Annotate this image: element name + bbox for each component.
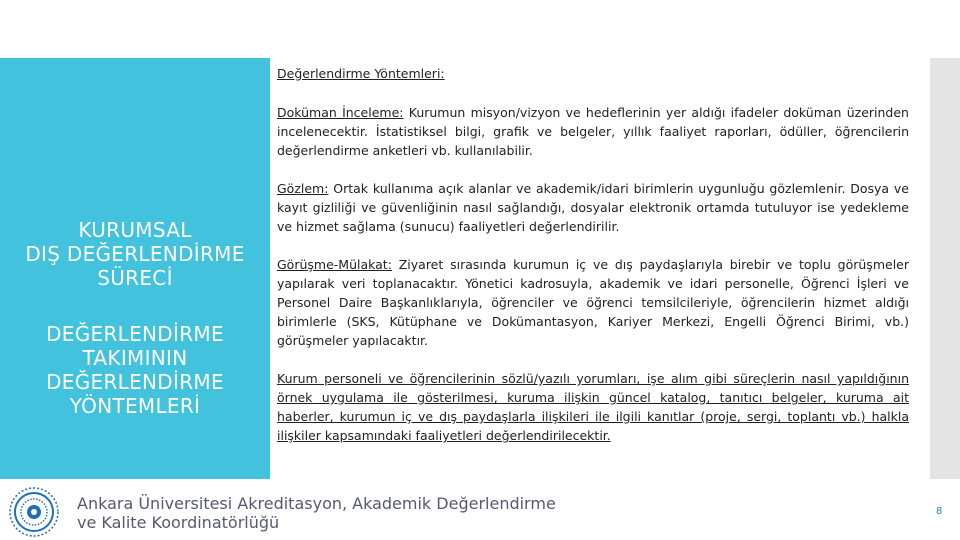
comments-paragraph xyxy=(277,369,909,445)
section-title-line: SÜRECİ xyxy=(97,266,173,290)
subsection-title xyxy=(0,322,270,418)
page-number: 8 xyxy=(936,506,943,517)
organization-name-line: Ankara Üniversitesi Akreditasyon, Akademik Değerlendirme xyxy=(77,494,556,513)
interview-label: Görüşme-Mülakat: xyxy=(277,257,392,272)
observation-label: Gözlem: xyxy=(277,181,329,196)
left-panel xyxy=(0,58,270,479)
document-review-text: Kurumun misyon/vizyon ve hedeflerinin yer aldığı ifadeler doküman üzerinden incelenecektir. İstatistiksel bilgi, grafik ve belgeler, yıllık faaliyet raporları, ödüller, öğrencilerin değerlendirme anketleri vb. kullanılabilir. xyxy=(277,105,909,158)
observation-text: Ortak kullanıma açık alanlar ve akademik/idari birimlerin uygunluğu gözlemlenir. Dosya ve kayıt gizliliği ve güvenliğinin nasıl sağlandığı, dosyalar elektronik ortamda tutuluyor ise yedekleme ve hizmet sağlama (sunucu) faaliyetleri değerlendirilir. xyxy=(277,181,909,234)
document-review-paragraph xyxy=(277,103,909,160)
slide-content xyxy=(277,64,909,445)
observation-paragraph xyxy=(277,179,909,236)
right-decorative-strip xyxy=(930,58,960,479)
subsection-title-line: DEĞERLENDİRME xyxy=(46,370,224,394)
university-seal-icon xyxy=(8,486,60,538)
organization-name xyxy=(77,494,556,532)
interview-paragraph xyxy=(277,255,909,350)
organization-name-line: ve Kalite Koordinatörlüğü xyxy=(77,513,280,532)
interview-text: Ziyaret sırasında kurumun iç ve dış paydaşlarıyla birebir ve toplu görüşmeler yapılarak veri toplanacaktır. Yönetici kadrosuyla, akademik ve idari personelle, Öğrenci İşleri ve Personel Daire Başkanlıklarıyla, öğrenciler ve öğrenci temsilcileriyle, öğrencilerin hizmet aldığı birimlerle (SKS, Kütüphane ve Dokümantasyon, Kariyer Merkezi, Engelli Öğrenci Birimi, vb.) görüşmeler yapılacaktır. xyxy=(277,257,909,348)
comments-text: Kurum personeli ve öğrencilerinin sözlü/yazılı yorumları, işe alım gibi süreçlerin nasıl yapıldığının örnek uygulama ile gösterilmesi, kuruma ilişkin güncel katalog, tanıtıcı belgeler, kuruma ait haberler, kurumun iç ve dış paydaşlarla ilişkileri ile ilgili kanıtlar (proje, sergi, toplantı vb.) halkla ilişkiler kapsamındaki faaliyetleri değerlendirilecektir. xyxy=(277,371,909,443)
section-title-line: DIŞ DEĞERLENDİRME xyxy=(25,242,245,266)
section-title xyxy=(0,218,270,290)
subsection-title-line: TAKIMININ xyxy=(82,346,188,370)
methods-heading xyxy=(277,64,909,83)
subsection-title-line: DEĞERLENDİRME xyxy=(46,322,224,346)
methods-heading-text: Değerlendirme Yöntemleri: xyxy=(277,66,445,81)
subsection-title-line: YÖNTEMLERİ xyxy=(69,394,201,418)
section-title-line: KURUMSAL xyxy=(78,218,192,242)
document-review-label: Doküman İnceleme: xyxy=(277,105,404,120)
